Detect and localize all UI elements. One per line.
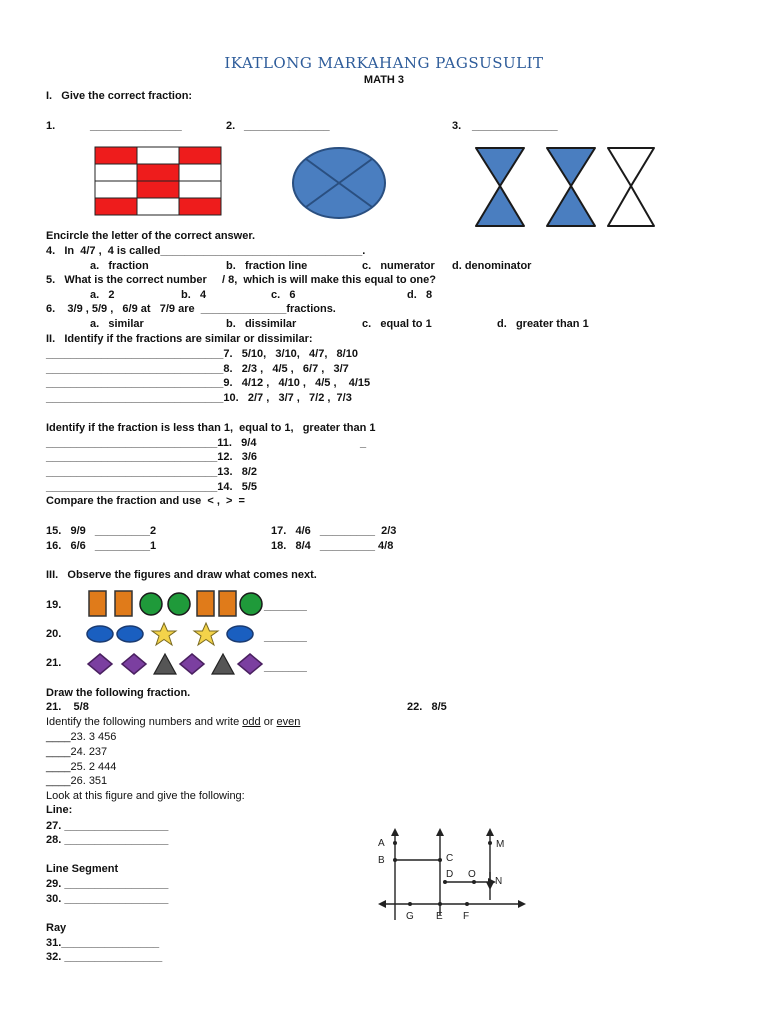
item-3-number: 3. <box>452 120 462 132</box>
item-2-number: 2. <box>226 120 236 132</box>
draw-item-22: 22. 8/5 <box>407 701 447 713</box>
pattern-21-blank[interactable]: _______ <box>264 661 307 673</box>
stray-mark: _ <box>360 437 367 449</box>
compare1-item-14[interactable]: ____________________________14. 5/5 <box>46 481 258 493</box>
q4-choice-a[interactable]: a. fraction <box>90 260 149 272</box>
segment-label: Line Segment <box>46 863 119 875</box>
compare1-item-12[interactable]: ____________________________12. 3/6 <box>46 451 258 463</box>
pattern-21-number: 21. <box>46 657 62 669</box>
pattern-19-number: 19. <box>46 599 62 611</box>
q6-choice-c[interactable]: c. equal to 1 <box>362 318 432 330</box>
pattern-20-blank[interactable]: _______ <box>264 631 307 643</box>
point-a-label: A <box>378 838 385 849</box>
part1-heading: I. Give the correct fraction: <box>46 90 193 102</box>
item-2-blank[interactable]: ______________ <box>244 120 330 132</box>
similar-item-7[interactable]: _____________________________7. 5/10, 3/10, 4/7, 8/10 <box>46 348 358 360</box>
point-d-label: D <box>446 869 454 880</box>
q6-choice-d[interactable]: d. greater than 1 <box>497 318 589 330</box>
mc-instruction: Encircle the letter of the correct answer. <box>46 230 256 242</box>
compare-item-18[interactable]: 18. 8/4 _________ 4/8 <box>271 540 394 552</box>
geometry-figure <box>370 820 535 925</box>
odd-word: odd <box>242 716 261 728</box>
fraction-circle-figure <box>290 145 388 221</box>
pattern-20-number: 20. <box>46 628 62 640</box>
point-n-label: N <box>495 876 503 887</box>
compare-item-15[interactable]: 15. 9/9 _________2 <box>46 525 157 537</box>
pattern-19-shapes <box>84 588 266 620</box>
draw-item-21: 21. 5/8 <box>46 701 89 713</box>
compare-heading: Compare the fraction and use < , > = <box>46 495 245 507</box>
exam-title: IKATLONG MARKAHANG PAGSUSULIT <box>224 54 544 72</box>
point-g-label: G <box>406 911 414 922</box>
odd-even-item-25[interactable]: ____25. 2 444 <box>46 761 117 773</box>
point-o-label: O <box>468 869 476 880</box>
q4-choice-c[interactable]: c. numerator <box>362 260 435 272</box>
q5-choice-d[interactable]: d. 8 <box>407 289 433 301</box>
subject-label: MATH 3 <box>363 74 405 86</box>
fraction-hourglass-figure <box>474 146 658 230</box>
segment-item-29[interactable]: 29. _________________ <box>46 878 169 890</box>
compare-item-17[interactable]: 17. 4/6 _________ 2/3 <box>271 525 397 537</box>
geometry-instruction: Look at this figure and give the following: <box>46 790 245 802</box>
part3-heading: III. Observe the figures and draw what comes next. <box>46 569 317 581</box>
point-b-label: B <box>378 855 385 866</box>
or-word: or <box>260 716 277 728</box>
q5-choice-c[interactable]: c. 6 <box>271 289 296 301</box>
compare1-item-13[interactable]: ____________________________13. 8/2 <box>46 466 258 478</box>
ray-item-32[interactable]: 32. ________________ <box>46 951 163 963</box>
point-e-label: E <box>436 911 443 922</box>
q6-choice-a[interactable]: a. similar <box>90 318 144 330</box>
part2-heading: II. Identify if the fractions are similar or dissimilar: <box>46 333 313 345</box>
ray-label: Ray <box>46 922 67 934</box>
odd-even-instruction <box>46 716 300 729</box>
odd-even-item-24[interactable]: ____24. 237 <box>46 746 108 758</box>
draw-heading: Draw the following fraction. <box>46 687 191 699</box>
q5-choice-a[interactable]: a. 2 <box>90 289 115 301</box>
question-5: 5. What is the correct number / 8, which is will make this equal to one? <box>46 274 436 286</box>
q4-choice-d[interactable]: d. denominator <box>452 260 532 272</box>
question-6: 6. 3/9 , 5/9 , 6/9 at 7/9 are ______________fractions. <box>46 303 336 315</box>
q5-choice-b[interactable]: b. 4 <box>181 289 207 301</box>
compare-item-16[interactable]: 16. 6/6 _________1 <box>46 540 157 552</box>
pattern-19-blank[interactable]: _______ <box>264 600 307 612</box>
odd-even-item-23[interactable]: ____23. 3 456 <box>46 731 117 743</box>
pattern-20-shapes <box>84 620 258 648</box>
q4-choice-b[interactable]: b. fraction line <box>226 260 308 272</box>
item-1-number: 1. <box>46 120 56 132</box>
line-item-27[interactable]: 27. _________________ <box>46 820 169 832</box>
segment-item-30[interactable]: 30. _________________ <box>46 893 169 905</box>
similar-item-9[interactable]: _____________________________9. 4/12 , 4/10 , 4/5 , 4/15 <box>46 377 371 389</box>
q6-choice-b[interactable]: b. dissimilar <box>226 318 297 330</box>
part2b-heading: Identify if the fraction is less than 1, equal to 1, greater than 1 <box>46 422 376 434</box>
similar-item-8[interactable]: _____________________________8. 2/3 , 4/5 , 6/7 , 3/7 <box>46 363 349 375</box>
item-1-blank[interactable]: _______________ <box>90 120 182 132</box>
odd-even-item-26[interactable]: ____26. 351 <box>46 775 108 787</box>
line-label: Line: <box>46 804 73 816</box>
item-3-blank[interactable]: ______________ <box>472 120 558 132</box>
line-item-28[interactable]: 28. _________________ <box>46 834 169 846</box>
odd-even-instruction-text: Identify the following numbers and write <box>46 716 243 728</box>
even-word: even <box>276 716 301 728</box>
ray-item-31[interactable]: 31.________________ <box>46 937 160 949</box>
similar-item-10[interactable]: _____________________________10. 2/7 , 3/7 , 7/2 , 7/3 <box>46 392 352 404</box>
point-m-label: M <box>496 839 505 850</box>
point-c-label: C <box>446 853 454 864</box>
point-f-label: F <box>463 911 470 922</box>
compare1-item-11[interactable]: ____________________________11. 9/4 <box>46 437 257 449</box>
pattern-21-shapes <box>84 650 268 678</box>
question-4: 4. In 4/7 , 4 is called_________________________________. <box>46 245 366 257</box>
fraction-grid-figure <box>94 146 222 216</box>
